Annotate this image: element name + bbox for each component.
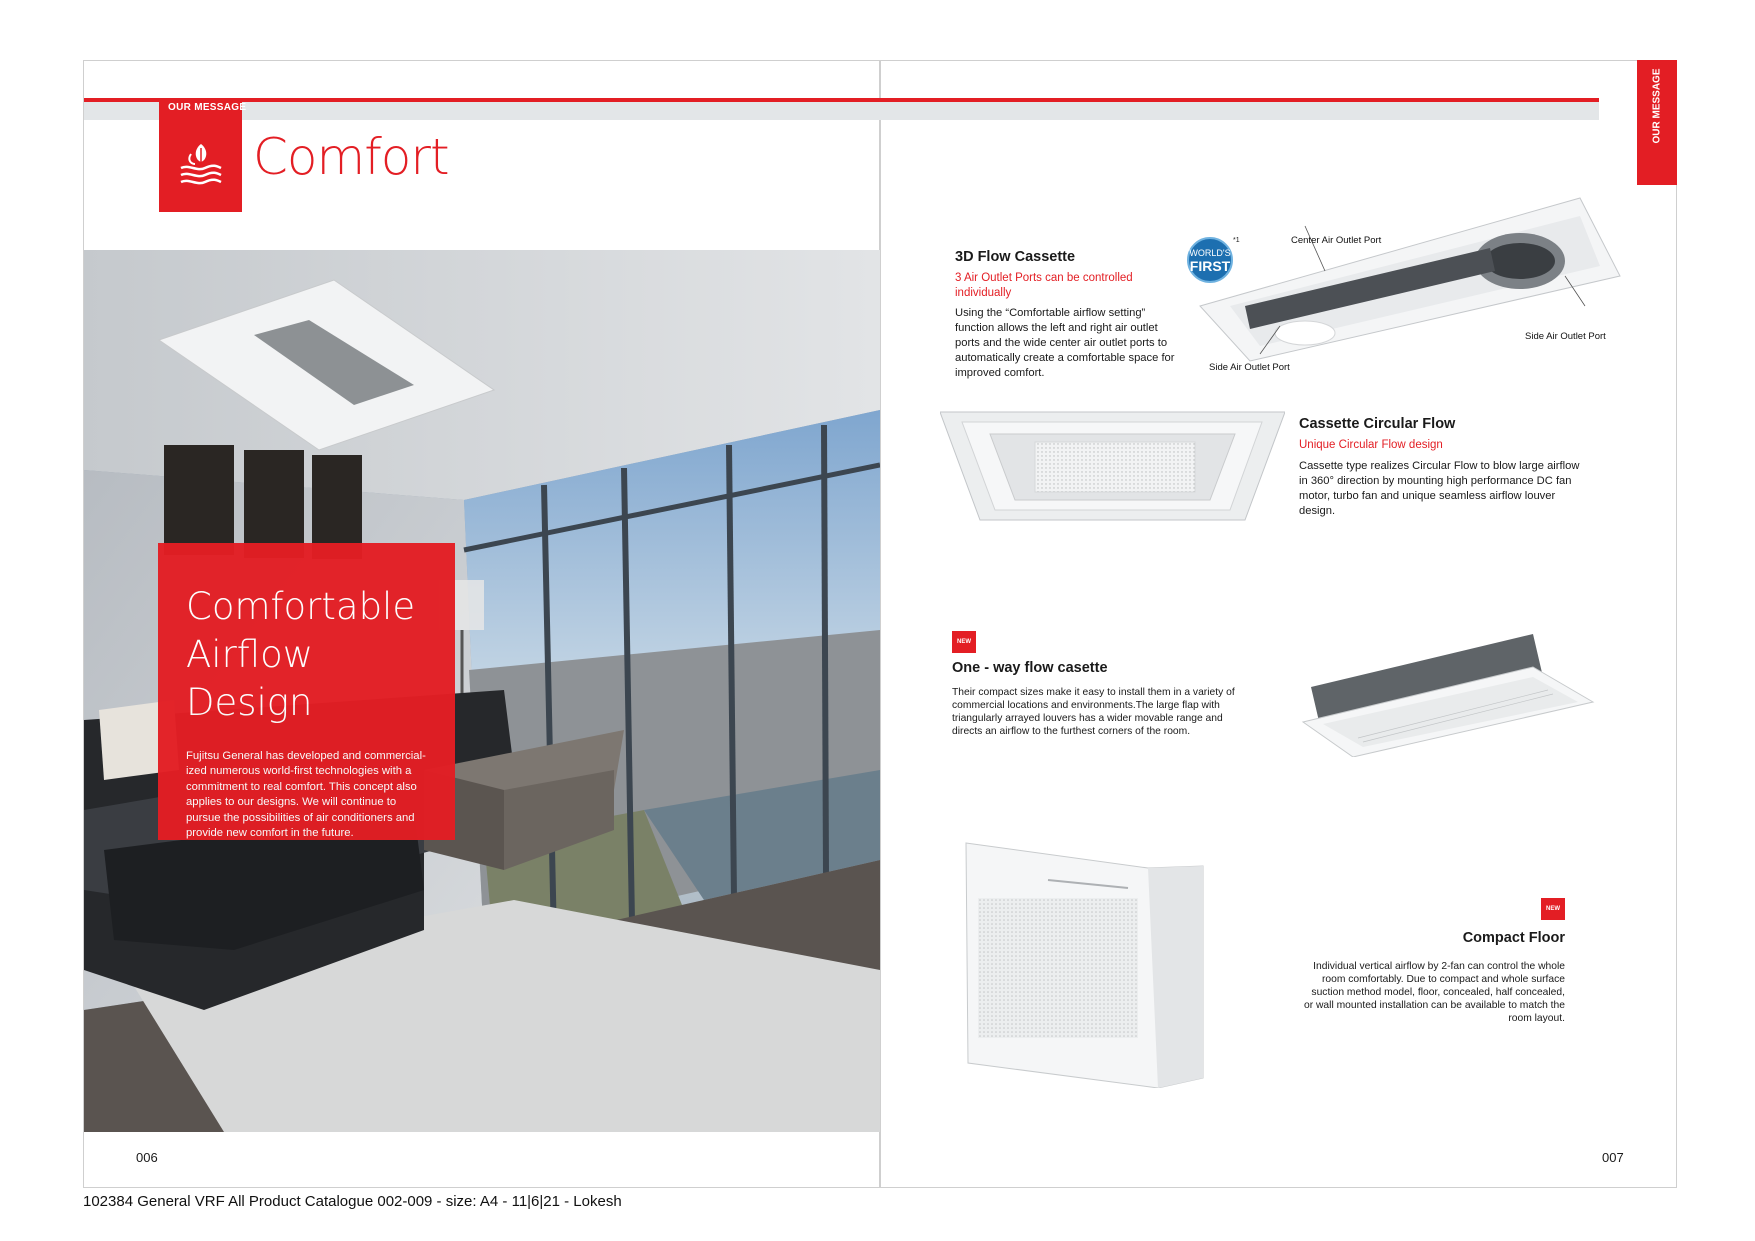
compact-floor-unit-image	[958, 838, 1208, 1088]
header-grey-band	[84, 102, 1599, 120]
product-title: One - way flow casette	[952, 660, 1108, 676]
hero-heading-line1: Comfortable	[186, 585, 416, 628]
print-footer: 102384 General VRF All Product Catalogue 002-009 - size: A4 - 11|6|21 - Lokesh	[83, 1193, 622, 1210]
comfort-icon-tab	[159, 102, 242, 212]
badge-line1: WORLD'S	[1189, 248, 1231, 258]
product-title: 3D Flow Cassette	[955, 249, 1076, 265]
product-subtitle: Unique Circular Flow design	[1299, 439, 1443, 451]
product-cassette-circular-flow	[1299, 416, 1584, 519]
product-description: Cassette type realizes Circular Flow to blow large airflow in 360° direction by mounting high performance DC fan motor, turbo fan and unique seamless airflow louver design.	[1299, 459, 1580, 517]
page-title: Comfort	[253, 128, 449, 186]
comfortable-airflow-panel	[158, 543, 455, 840]
product-subtitle: 3 Air Outlet Ports can be controlled individually	[955, 272, 1133, 299]
product-compact-floor	[1300, 930, 1565, 1025]
hero-heading-line2: Airflow Design	[186, 633, 314, 724]
side-tab-label: OUR MESSAGE	[1651, 68, 1663, 144]
hero-heading	[186, 583, 427, 727]
page-number-right: 007	[1602, 1150, 1624, 1165]
hero-body: Fujitsu General has developed and commercial-ized numerous world-first technologies with a commitment to real comfort. This concept also applies to our designs. We will continue to pursue the possibilities of air conditioners and provide new comfort in the future.	[186, 750, 426, 840]
new-badge-floor: NEW	[1541, 898, 1565, 920]
side-section-tab	[1637, 60, 1677, 185]
page-number-left: 006	[136, 1150, 158, 1165]
one-way-cassette-image	[1293, 632, 1598, 757]
product-one-way-flow	[952, 660, 1237, 738]
product-description: Using the “Comfortable airflow setting” function allows the left and right air outlet ports and the wide center air outlet ports to automatically create a comfortable space for improved comfort.	[955, 307, 1175, 379]
section-label: OUR MESSAGE	[168, 102, 247, 113]
product-description: Their compact sizes make it easy to install them in a variety of commercial locations and environments.The large flap with triangularly arrayed louvers has a wider movable range and directs an airflow to the furthest corners of the room.	[952, 687, 1235, 737]
circular-flow-cassette-image	[940, 410, 1285, 525]
product-3d-flow-cassette	[955, 249, 1175, 381]
product-description: Individual vertical airflow by 2-fan can control the whole room comfortably. Due to compact and whole surface suction method model, floor, concealed, half concealed, or wall mounted installation can be available to match the room layout.	[1303, 961, 1565, 1024]
badge-line2: FIRST	[1189, 258, 1231, 274]
new-badge: NEW	[952, 631, 976, 653]
product-title: Cassette Circular Flow	[1299, 416, 1456, 432]
badge-footnote: *1	[1233, 237, 1240, 244]
callout-side-outlet-right: Side Air Outlet Port	[1525, 331, 1606, 342]
leaf-wind-icon	[177, 140, 225, 188]
callout-center-outlet: Center Air Outlet Port	[1291, 235, 1382, 246]
callout-side-outlet-left: Side Air Outlet Port	[1209, 362, 1290, 373]
product-title: Compact Floor	[1462, 930, 1565, 946]
